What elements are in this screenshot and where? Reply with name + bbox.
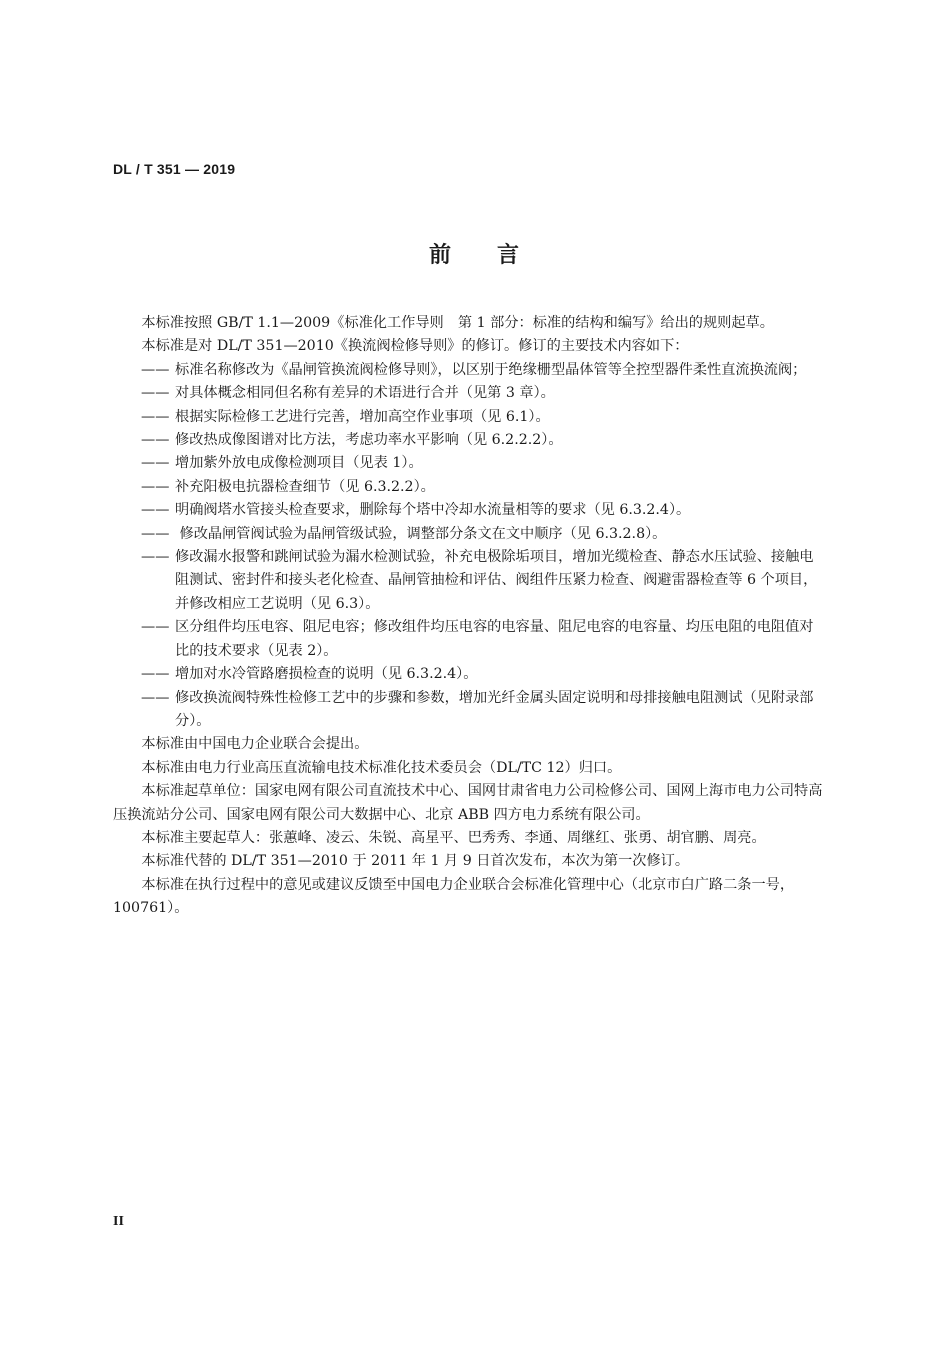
item-text: 增加紫外放电成像检测项目（见表 1）。	[175, 455, 423, 472]
intro-paragraph: 本标准按照 GB/T 1.1—2009《标准化工作导则 第 1 部分：标准的结构和编写》给出的规则起草。	[141, 315, 774, 331]
change-item	[141, 546, 823, 616]
item-dash: ——	[141, 549, 170, 566]
item-text: 标准名称修改为《晶闸管换流阀检修导则》，以区别于绝缘栅型晶体管等全控型器件柔性直流换流阀；	[175, 361, 807, 378]
item-text: 修改漏水报警和跳闸试验为漏水检测试验，补充电极除垢项目，增加光缆检查、静态水压试验、接触电阻测试、密封件和接头老化检查、晶闸管抽检和评估、阀组件压紧力检查、阀避雷器检查等 6 个项目，并修改相应工艺说明（见 6.3）。	[175, 549, 818, 612]
item-text: 修改晶闸管阀试验为晶闸管级试验，调整部分条文在文中顺序（见 6.3.2.8）。	[175, 525, 667, 542]
item-text: 根据实际检修工艺进行完善，增加高空作业事项（见 6.1）。	[175, 408, 550, 425]
item-dash: ——	[141, 361, 170, 378]
change-item	[141, 523, 823, 546]
item-dash: ——	[141, 689, 170, 706]
intro-paragraph: 本标准是对 DL/T 351—2010《换流阀检修导则》的修订。修订的主要技术内容如下：	[141, 338, 689, 355]
change-item	[141, 382, 823, 405]
closing-paragraph: 本标准在执行过程中的意见或建议反馈至中国电力企业联合会标准化管理中心（北京市白广路二条一号，100761）。	[113, 876, 795, 917]
page-title	[0, 238, 950, 269]
change-item	[141, 687, 823, 734]
change-item	[141, 499, 823, 522]
closing-paragraph: 本标准代替的 DL/T 351—2010 于 2011 年 1 月 9 日首次发布，本次为第一次修订。	[141, 853, 690, 870]
change-item	[141, 429, 823, 452]
closing-paragraph: 本标准起草单位：国家电网有限公司直流技术中心、国网甘肃省电力公司检修公司、国网上海市电力公司特高压换流站分公司、国家电网有限公司大数据中心、北京 ABB 四方电力系统有限公司。	[113, 783, 823, 823]
item-text: 增加对水冷管路磨损检查的说明（见 6.3.2.4）。	[175, 666, 478, 683]
item-dash: ——	[141, 525, 170, 542]
page-number: II	[113, 1214, 124, 1229]
change-item	[141, 359, 823, 382]
closing-paragraph: 本标准主要起草人：张蕙峰、凌云、朱锐、高星平、巴秀秀、李通、周继红、张勇、胡官鹏、周亮。	[141, 829, 766, 846]
item-text: 补充阳极电抗器检查细节（见 6.3.2.2）。	[175, 478, 435, 495]
document-code: DL / T 351 — 2019	[113, 161, 236, 177]
item-dash: ——	[141, 478, 170, 495]
item-text: 对具体概念相同但名称有差异的术语进行合并（见第 3 章）。	[175, 385, 555, 402]
item-dash: ——	[141, 666, 170, 683]
item-dash: ——	[141, 619, 170, 636]
item-dash: ——	[141, 455, 170, 472]
foreword-body	[113, 312, 823, 921]
change-item	[141, 452, 823, 475]
item-dash: ——	[141, 502, 170, 519]
closing-paragraph: 本标准由中国电力企业联合会提出。	[141, 736, 369, 753]
item-text: 修改换流阀特殊性检修工艺中的步骤和参数，增加光纤金属头固定说明和母排接触电阻测试（见附录部分）。	[175, 689, 814, 729]
title-char-2: 言	[497, 243, 522, 268]
item-text: 修改热成像图谱对比方法，考虑功率水平影响（见 6.2.2.2）。	[175, 432, 563, 449]
title-char-1: 前	[428, 243, 453, 268]
change-item	[141, 616, 823, 663]
change-item	[141, 406, 823, 429]
item-dash: ——	[141, 432, 170, 449]
closing-paragraph: 本标准由电力行业高压直流输电技术标准化技术委员会（DL/TC 12）归口。	[141, 759, 622, 776]
change-item	[141, 476, 823, 499]
item-dash: ——	[141, 385, 170, 402]
item-text: 区分组件均压电容、阻尼电容；修改组件均压电容的电容量、阻尼电容的电容量、均压电阻的电阻值对比的技术要求（见表 2）。	[175, 619, 814, 659]
item-text: 明确阀塔水管接头检查要求，删除每个塔中冷却水流量相等的要求（见 6.3.2.4）。	[175, 502, 691, 519]
change-item	[141, 663, 823, 686]
item-dash: ——	[141, 408, 170, 425]
